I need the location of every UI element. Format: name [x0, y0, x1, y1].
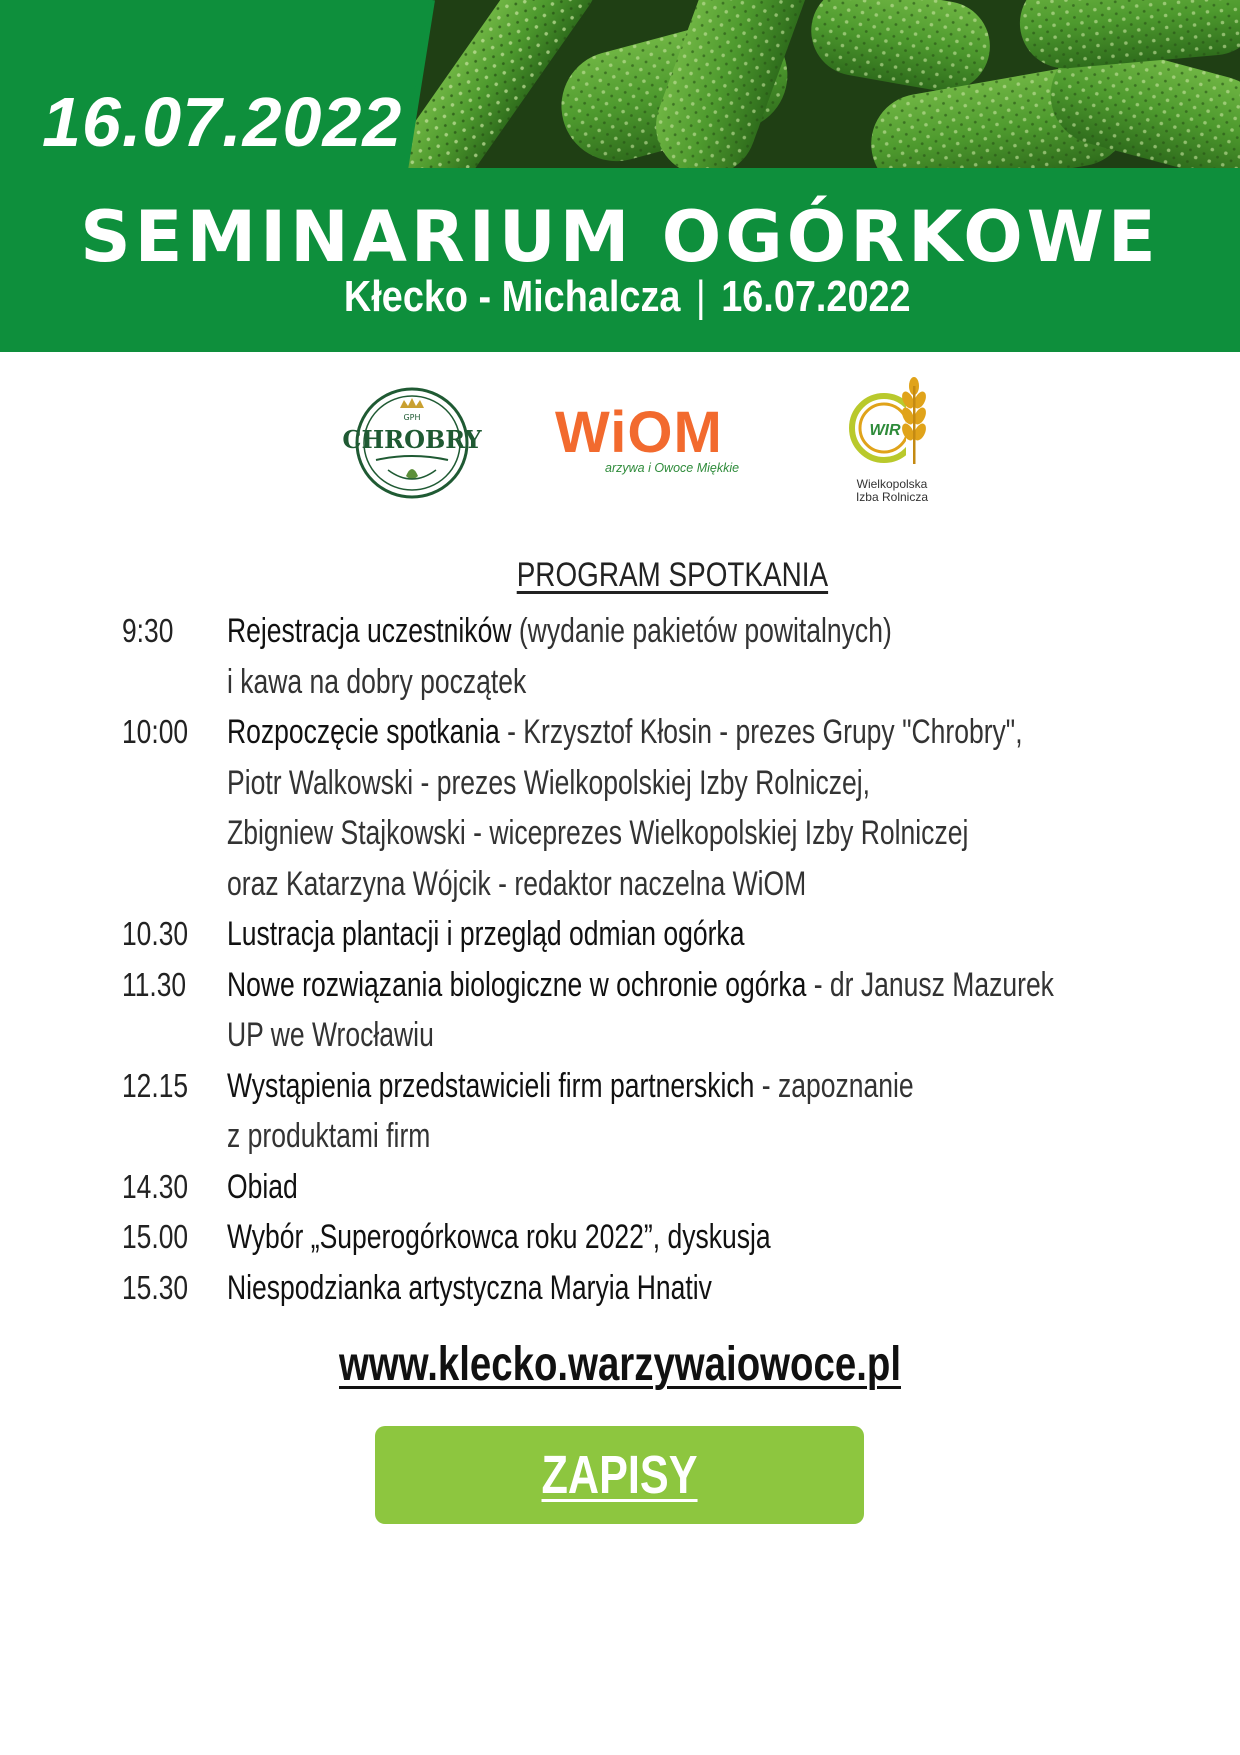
- program-continuation: Piotr Walkowski - prezes Wielkopolskiej Izby Rolniczej,: [227, 763, 871, 802]
- partner-logos: [0, 362, 1240, 512]
- program-item: [122, 707, 1122, 909]
- wiom-tagline-text: arzywa i Owoce Miękkie: [605, 461, 740, 475]
- subtitle-separator: |: [695, 272, 706, 321]
- program-extra-text: - Krzysztof Kłosin - prezes Grupy "Chrobry",: [499, 713, 1023, 751]
- program-item: [122, 1061, 1122, 1162]
- program-main-text: Wybór „Superogórkowca roku 2022”, dyskusja: [227, 1218, 771, 1256]
- program-description: [227, 1263, 1085, 1314]
- program-time: 9:30: [122, 612, 174, 649]
- program-main-text: Rejestracja uczestników: [227, 612, 512, 650]
- signup-button-label: ZAPISY: [541, 1445, 698, 1505]
- program-time: 15.30: [122, 1268, 189, 1306]
- event-location: Kłecko - Michalcza: [343, 272, 681, 321]
- program-continuation: UP we Wrocławiu: [227, 1016, 434, 1054]
- page-title: SEMINARIUM OGÓRKOWE: [80, 196, 1160, 278]
- chrobry-logo: [340, 386, 484, 500]
- program-main-text: Niespodzianka artystyczna Maryia Hnativ: [227, 1268, 712, 1307]
- wir-caption: [842, 478, 942, 504]
- signup-button[interactable]: [375, 1426, 864, 1524]
- program-main-text: Wystąpienia przedstawicieli firm partnerskich: [227, 1066, 755, 1105]
- program-continuation: z produktami firm: [227, 1117, 431, 1155]
- program-extra-text: - zapoznanie: [754, 1066, 914, 1105]
- program-description: [227, 960, 1085, 1061]
- program-heading: PROGRAM SPOTKANIA: [516, 556, 829, 594]
- program-time: 10.30: [122, 915, 189, 952]
- chrobry-small-text: GPH: [403, 413, 421, 422]
- program-item: [122, 1162, 1122, 1213]
- program-description: [227, 1061, 1085, 1162]
- banner-date: 16.07.2022: [42, 83, 403, 161]
- program-description: [227, 606, 1085, 707]
- program-list: [122, 606, 1122, 1313]
- program-time: 12.15: [122, 1066, 189, 1104]
- program-main-text: Rozpoczęcie spotkania: [227, 713, 500, 751]
- header-banner: [0, 0, 1240, 352]
- program-time: 15.00: [122, 1218, 189, 1255]
- wir-mark-text: WIR: [869, 422, 901, 439]
- program-description: [227, 909, 1085, 960]
- event-date: 16.07.2022: [721, 272, 911, 321]
- program-item: [122, 960, 1122, 1061]
- program-time: 14.30: [122, 1167, 189, 1205]
- wir-caption-line2: Izba Rolnicza: [855, 490, 929, 504]
- program-continuation: oraz Katarzyna Wójcik - redaktor naczelna WiOM: [227, 864, 807, 903]
- program-time: 10:00: [122, 713, 189, 750]
- program-main-text: Lustracja plantacji i przegląd odmian ogórka: [227, 915, 745, 953]
- website-link[interactable]: www.klecko.warzywaiowoce.pl: [339, 1338, 901, 1391]
- program-description: [227, 1212, 1085, 1263]
- event-subtitle: [94, 272, 1160, 322]
- program-item: [122, 606, 1122, 707]
- wiom-name-text: WiOM: [555, 402, 723, 465]
- program-extra-text: (wydanie pakietów powitalnych): [511, 612, 892, 650]
- program-continuation: i kawa na dobry początek: [227, 662, 527, 701]
- chrobry-name-text: CHROBRY: [342, 425, 482, 454]
- program-item: [122, 909, 1122, 960]
- wir-caption-line1: Wielkopolska: [856, 477, 928, 491]
- program-main-text: Obiad: [227, 1167, 298, 1206]
- program-description: [227, 1162, 1085, 1213]
- program-main-text: Nowe rozwiązania biologiczne w ochronie ogórka: [227, 965, 807, 1004]
- program-item: [122, 1263, 1122, 1314]
- program-continuation: Zbigniew Stajkowski - wiceprezes Wielkopolskiej Izby Rolniczej: [227, 814, 969, 852]
- program-description: [227, 707, 1085, 909]
- program-extra-text: - dr Janusz Mazurek: [806, 965, 1054, 1004]
- program-item: [122, 1212, 1122, 1263]
- wiom-logo: [555, 402, 765, 482]
- program-time: 11.30: [122, 965, 187, 1003]
